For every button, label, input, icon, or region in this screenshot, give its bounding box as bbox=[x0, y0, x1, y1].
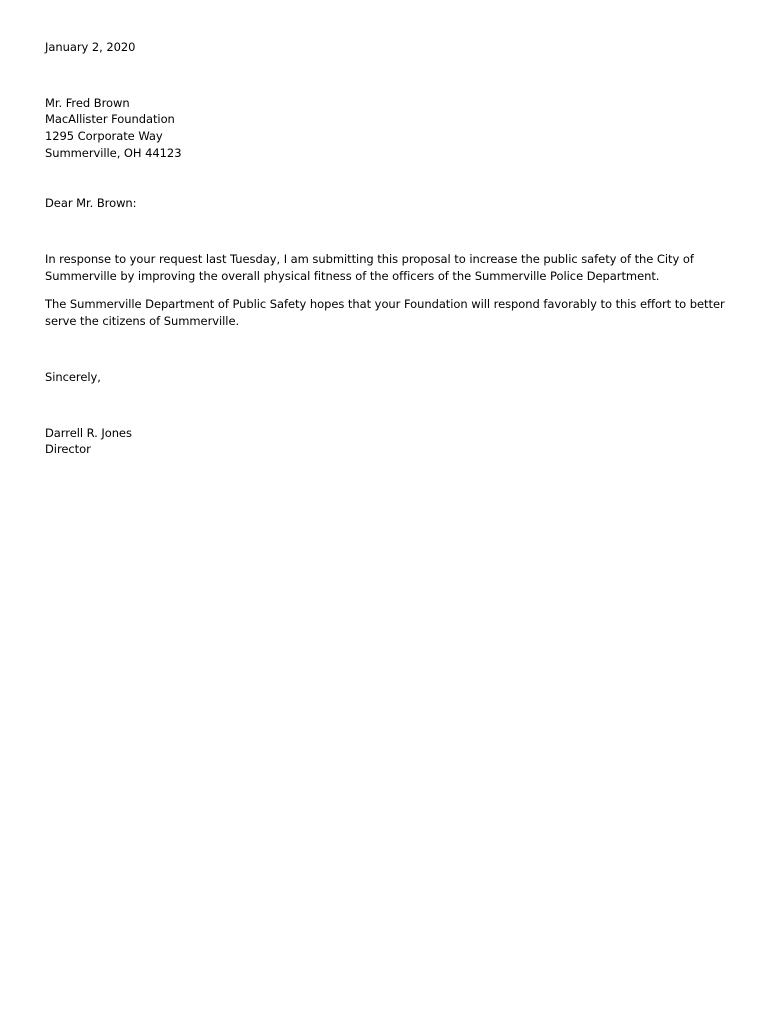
body-paragraph-1 bbox=[45, 251, 735, 285]
signer-name: Darrell R. Jones bbox=[45, 426, 132, 440]
body-paragraph-1-line-1: In response to your request last Tuesday, I am submitting this proposal to increase the public safety of the City of bbox=[45, 252, 694, 266]
body-paragraph-2-line-1: The Summerville Department of Public Safety hopes that your Foundation will respond favorably to this effort to better bbox=[45, 297, 725, 311]
body-paragraph-2-line-2: serve the citizens of Summerville. bbox=[45, 314, 240, 328]
letter-date: January 2, 2020 bbox=[45, 40, 136, 54]
recipient-name: Mr. Fred Brown bbox=[45, 96, 130, 110]
recipient-city-state-zip: Summerville, OH 44123 bbox=[45, 146, 182, 160]
closing: Sincerely, bbox=[45, 370, 101, 384]
body-paragraph-1-line-2: Summerville by improving the overall physical fitness of the officers of the Summerville Police Department. bbox=[45, 269, 660, 283]
recipient-organization: MacAllister Foundation bbox=[45, 112, 175, 126]
body-paragraph-2 bbox=[45, 296, 735, 330]
recipient-street: 1295 Corporate Way bbox=[45, 129, 163, 143]
salutation: Dear Mr. Brown: bbox=[45, 196, 137, 210]
signer-title: Director bbox=[45, 442, 91, 456]
